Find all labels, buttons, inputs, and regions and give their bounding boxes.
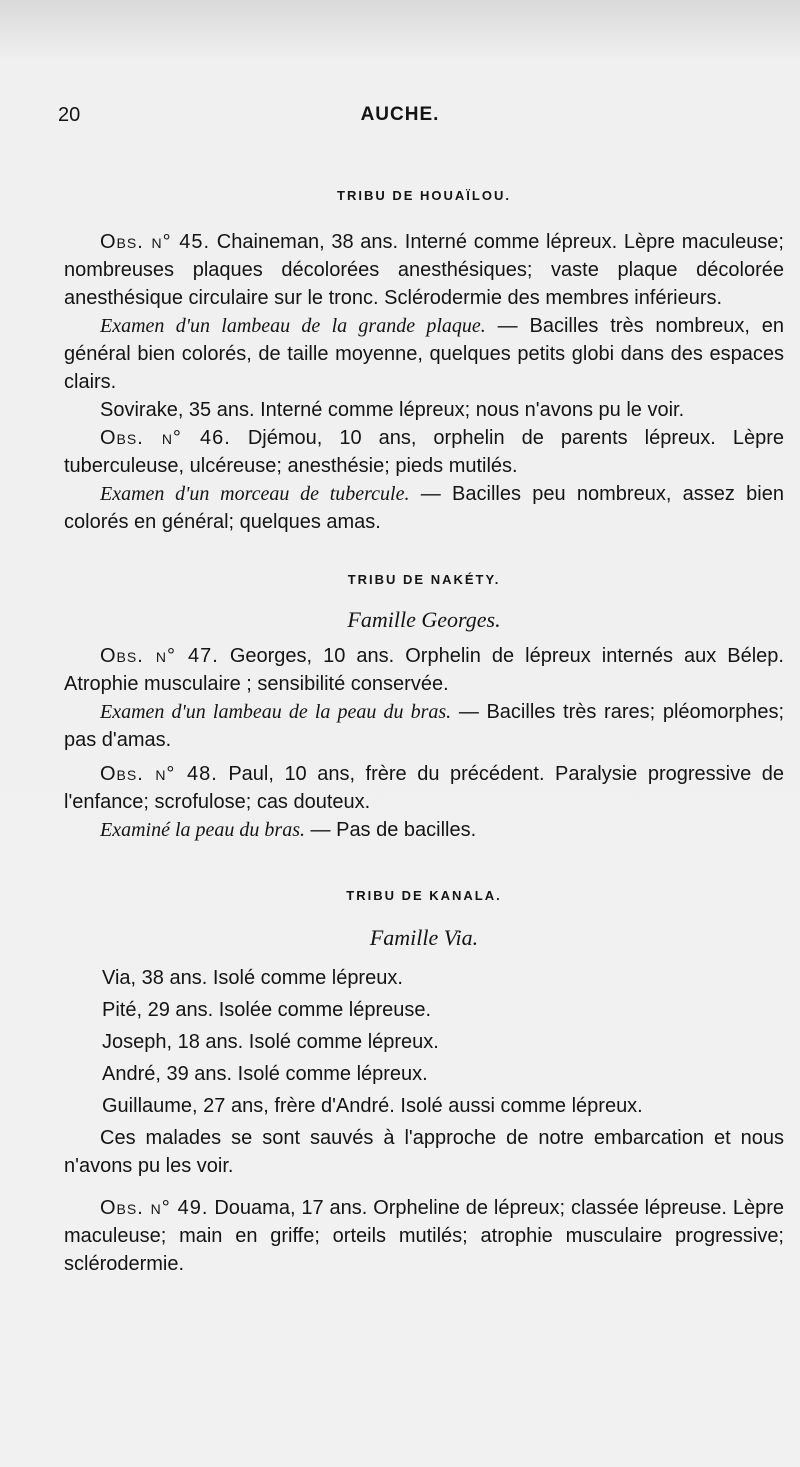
running-head: AUCHE. bbox=[360, 104, 440, 125]
obs-48-label: Obs. n° 48. bbox=[100, 763, 218, 785]
observation-47 bbox=[64, 642, 784, 698]
obs-47-exam-text: — Bacilles très rares; pléomorphes; pas d'amas. bbox=[64, 701, 785, 751]
section-heading-nakety: TRIBU DE NAKÉTY. bbox=[347, 572, 501, 587]
observation-49 bbox=[64, 1194, 784, 1278]
body-text bbox=[64, 182, 784, 1278]
obs-49-text: Douama, 17 ans. Orpheline de lépreux; classée lépreuse. Lèpre maculeuse; main en griffe; orteils mutilés; atrophie musculaire progressive; sclérodermie. bbox=[64, 1197, 784, 1275]
obs-48-exam-text: — Pas de bacilles. bbox=[304, 819, 477, 841]
obs-47-label: Obs. n° 47. bbox=[100, 645, 219, 667]
obs-45-exam bbox=[64, 312, 784, 396]
obs-46-exam-title: Examen d'un morceau de tubercule. bbox=[100, 483, 410, 505]
family-heading-georges: Famille Georges. bbox=[347, 607, 501, 632]
obs-46-exam bbox=[64, 480, 784, 536]
page-header bbox=[58, 104, 742, 132]
observation-46 bbox=[64, 424, 784, 480]
obs-48-exam-title: Examiné la peau du bras. bbox=[100, 819, 305, 841]
list-item: André, 39 ans. Isolé comme lépreux. bbox=[102, 1063, 428, 1085]
section-heading-kanala: TRIBU DE KANALA. bbox=[346, 888, 502, 903]
escaped-note: Ces malades se sont sauvés à l'approche de notre embarcation et nous n'avons pu les voir. bbox=[64, 1127, 784, 1177]
obs-45-exam-text: — Bacilles très nombreux, en général bien colorés, de taille moyenne, quelques petits globi dans des espaces clairs. bbox=[64, 315, 784, 393]
obs-48-text: Paul, 10 ans, frère du précédent. Paralysie progressive de l'enfance; scrofulose; cas douteux. bbox=[64, 763, 784, 813]
obs-49-label: Obs. n° 49. bbox=[100, 1197, 209, 1219]
observation-48 bbox=[64, 760, 784, 816]
obs-46-exam-text: — Bacilles peu nombreux, assez bien colorés en général; quelques amas. bbox=[64, 483, 784, 533]
obs-47-exam-title: Examen d'un lambeau de la peau du bras. bbox=[100, 701, 452, 723]
obs-47-text: Georges, 10 ans. Orphelin de lépreux internés aux Bélep. Atrophie musculaire ; sensibilité conservée. bbox=[64, 645, 784, 695]
obs-45-text: Chaineman, 38 ans. Interné comme lépreux. Lèpre maculeuse; nombreuses plaques décolorées anesthésiques; vaste plaque décolorée anesthésique circulaire sur le tronc. Sclérodermie des membres inférieurs. bbox=[64, 231, 784, 309]
family-heading-via: Famille Via. bbox=[369, 925, 479, 950]
sovirake-entry: Sovirake, 35 ans. Interné comme lépreux; nous n'avons pu le voir. bbox=[100, 399, 685, 421]
section-heading-houailou: TRIBU DE HOUAÏLOU. bbox=[337, 188, 511, 203]
obs-48-exam bbox=[64, 816, 784, 844]
obs-47-exam bbox=[64, 698, 784, 754]
list-item: Pité, 29 ans. Isolée comme lépreuse. bbox=[102, 999, 432, 1021]
list-item: Joseph, 18 ans. Isolé comme lépreux. bbox=[102, 1031, 439, 1053]
page-number: 20 bbox=[58, 104, 81, 126]
obs-45-label: Obs. n° 45. bbox=[100, 231, 211, 253]
via-family-list bbox=[64, 964, 784, 1120]
obs-46-text: Djémou, 10 ans, orphelin de parents lépreux. Lèpre tuberculeuse, ulcéreuse; anesthésie; pieds mutilés. bbox=[64, 427, 784, 477]
list-item: Guillaume, 27 ans, frère d'André. Isolé aussi comme lépreux. bbox=[102, 1095, 643, 1117]
obs-46-label: Obs. n° 46. bbox=[100, 427, 231, 449]
list-item: Via, 38 ans. Isolé comme lépreux. bbox=[102, 967, 403, 989]
observation-45 bbox=[64, 228, 784, 312]
obs-45-exam-title: Examen d'un lambeau de la grande plaque. bbox=[100, 315, 486, 337]
